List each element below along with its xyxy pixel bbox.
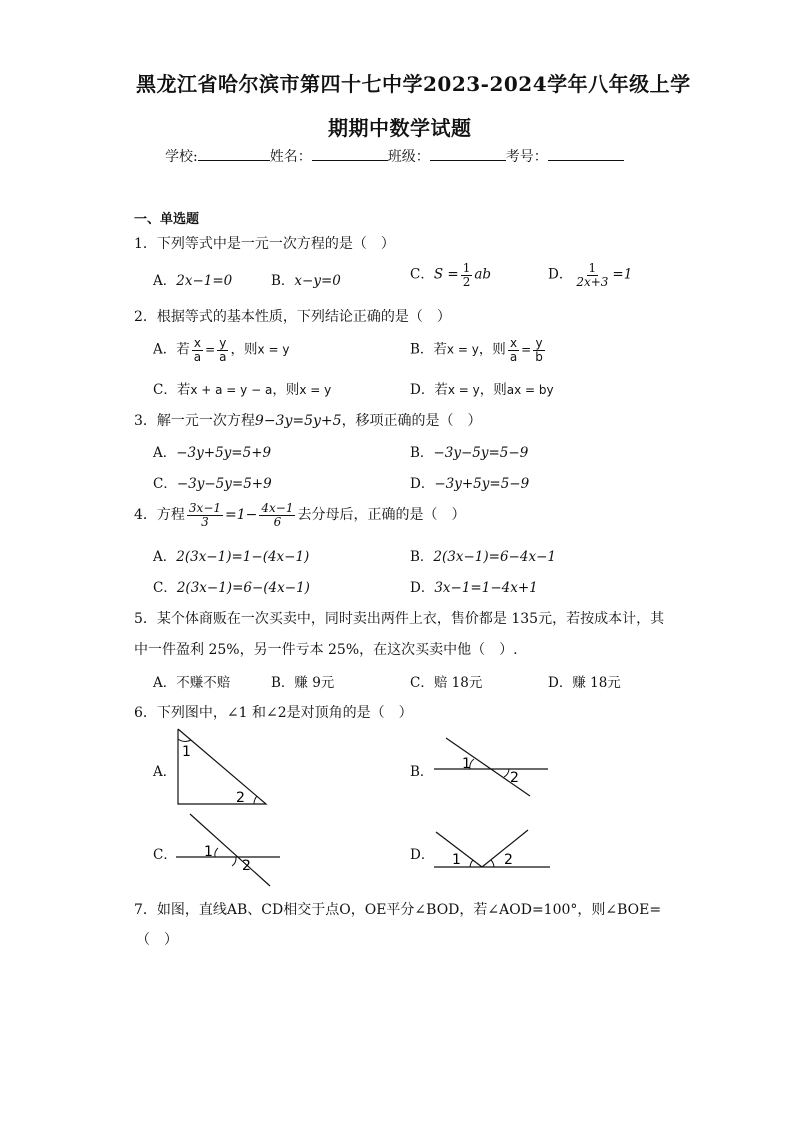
q6-option-a-label: A． xyxy=(153,764,177,780)
q3-option-a: A．−3y+5y=5+9 xyxy=(153,445,272,461)
q2-option-a: A．若 $\frac{x}{a}$ = $\frac{y}{a}$ ，则x = y xyxy=(153,336,290,364)
q6-d-angle-2: 2 xyxy=(504,852,513,868)
q1-stem: 1．下列等式中是一元一次方程的是（ ） xyxy=(134,236,395,252)
q6-b-angle-2: 2 xyxy=(510,770,519,786)
q6-option-c-label: C． xyxy=(153,847,177,863)
name-label: 姓名： xyxy=(269,149,312,165)
q6-b-angle-1: 1 xyxy=(462,756,471,772)
name-blank xyxy=(312,146,388,161)
q3-stem: 3．解一元一次方程9−3y=5y+5，移项正确的是（ ） xyxy=(134,413,482,429)
q2-stem: 2．根据等式的基本性质，下列结论正确的是（ ） xyxy=(134,309,451,325)
q4-option-a: A．2(3x−1)=1−(4x−1) xyxy=(153,549,310,565)
q1-option-d: D． $\frac{1}{2x+3}$ =1 xyxy=(548,261,633,289)
q3-option-b: B．−3y−5y=5−9 xyxy=(410,445,529,461)
q5-option-b: B．赚 9元 xyxy=(271,675,335,691)
q1-option-a: A．2x−1=0 xyxy=(153,273,233,289)
q6-option-d-label: D． xyxy=(410,847,435,863)
q3-option-d: D．−3y+5y=5−9 xyxy=(410,476,530,492)
q7-stem-line-2: （ ） xyxy=(136,932,178,948)
q3-option-c: C．−3y−5y=5+9 xyxy=(153,476,272,492)
q5-stem-line-2: 中一件盈利 25%，另一件亏本 25%，在这次买卖中他（ ）. xyxy=(134,642,518,658)
q5-option-c: C．赔 18元 xyxy=(410,675,483,691)
student-info-line xyxy=(165,146,624,166)
q2-option-d: D．若x = y，则ax = by xyxy=(410,382,554,398)
q6-figure-b xyxy=(430,732,555,802)
q1-option-c: C．S = $\frac{1}{2}$ ab xyxy=(410,261,492,289)
q4-option-c: C．2(3x−1)=6−(4x−1) xyxy=(153,580,310,596)
section-heading: 一、单选题 xyxy=(134,212,200,227)
title-line-1: 黑龙江省哈尔滨市第四十七中学2023-2024学年八年级上学 xyxy=(136,72,691,96)
title-line-2: 期期中数学试题 xyxy=(328,116,472,140)
q6-a-angle-1: 1 xyxy=(182,744,191,760)
school-label: 学校: xyxy=(165,149,198,165)
q6-c-angle-1: 1 xyxy=(204,844,213,860)
class-label: 班级： xyxy=(387,149,430,165)
q6-figure-d xyxy=(430,822,555,874)
q5-option-a: A．不赚不赔 xyxy=(153,675,231,691)
q5-stem-line-1: 5．某个体商贩在一次买卖中，同时卖出两件上衣，售价都是 135元，若按成本计，其 xyxy=(134,611,665,627)
q6-option-b-label: B． xyxy=(410,764,434,780)
q5-option-d: D．赚 18元 xyxy=(548,675,621,691)
q2-option-c: C．若x + a = y − a，则x = y xyxy=(153,382,332,398)
q1-c-fraction: $\frac{1}{2}$ xyxy=(462,261,471,289)
q6-figure-a xyxy=(170,725,275,810)
q6-a-angle-2: 2 xyxy=(236,790,245,806)
q4-option-d: D．3x−1=1−4x+1 xyxy=(410,580,538,596)
q4-option-b: B．2(3x−1)=6−4x−1 xyxy=(410,549,556,565)
q6-stem: 6．下列图中，∠1 和∠2是对顶角的是（ ） xyxy=(134,705,413,721)
q1-option-b: B．x−y=0 xyxy=(271,273,341,289)
number-label: 考号： xyxy=(505,149,548,165)
number-blank xyxy=(548,146,624,161)
q6-d-angle-1: 1 xyxy=(452,852,461,868)
class-blank xyxy=(430,146,506,161)
q2-option-b: B．若x = y，则 $\frac{x}{a}$ = $\frac{y}{b}$ xyxy=(410,336,543,364)
school-blank xyxy=(198,146,270,161)
q7-stem: 7．如图，直线AB、CD相交于点O，OE平分∠BOD，若∠AOD=100°，则∠BOE= xyxy=(134,902,662,918)
q6-c-angle-2: 2 xyxy=(242,858,251,874)
q4-stem: 4．方程 $\frac{3x-1}{3}$ =1− $\frac{4x-1}{6}$ 去分母后，正确的是（ ） xyxy=(134,501,466,529)
q1-d-fraction: $\frac{1}{2x+3}$ xyxy=(576,261,609,289)
q6-figure-c xyxy=(170,810,285,890)
